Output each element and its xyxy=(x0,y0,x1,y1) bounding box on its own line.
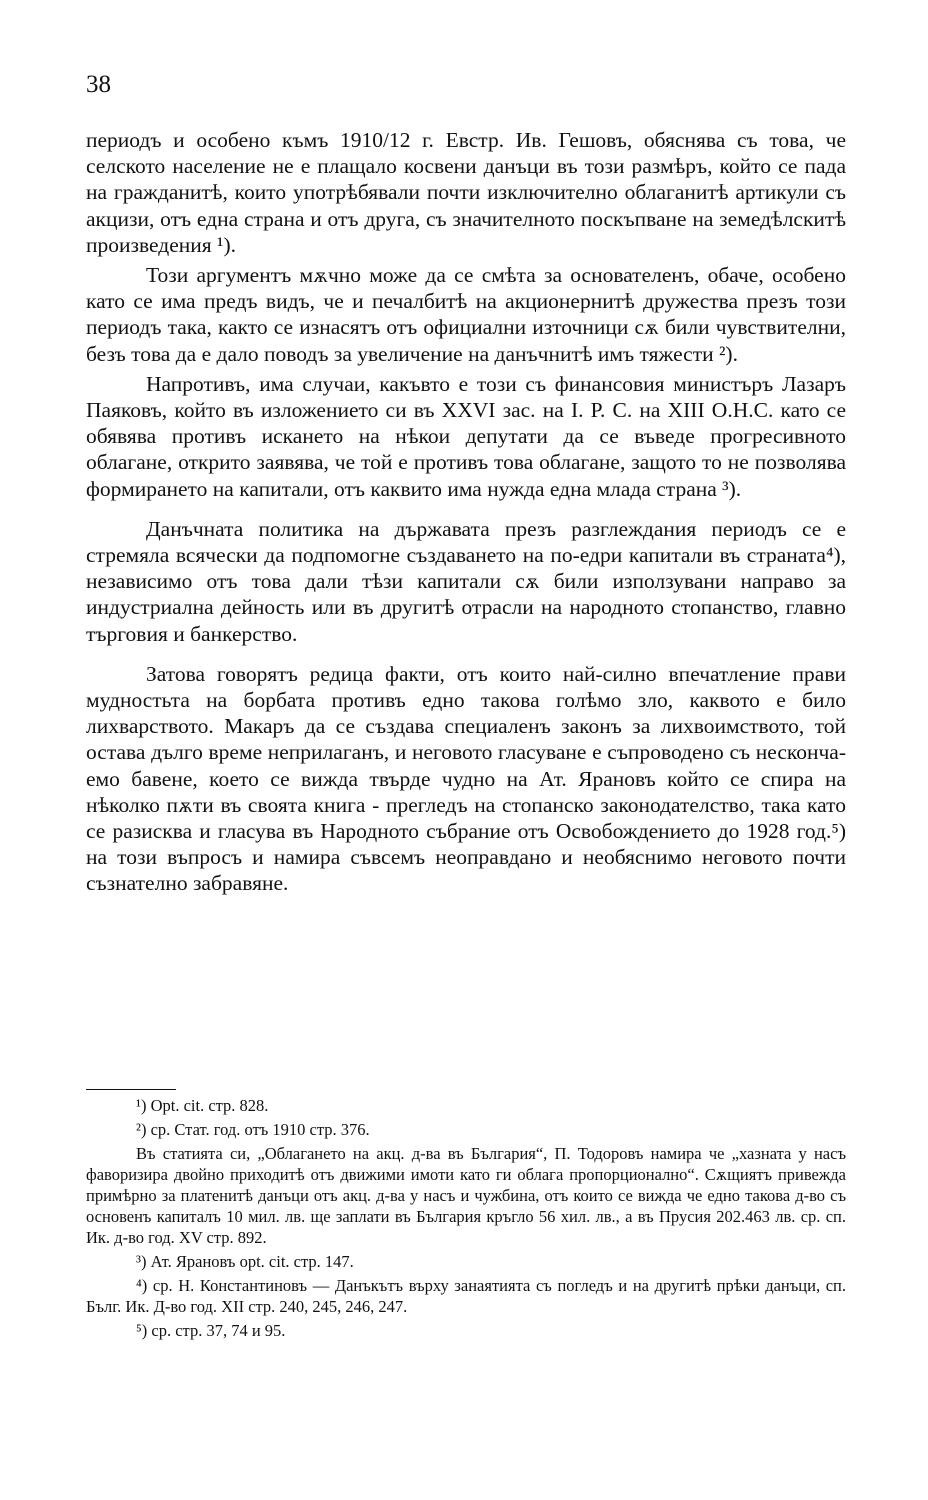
footnote-1 xyxy=(86,1095,846,1116)
footnote-text: ) Ат. Ярановъ opt. cit. стр. 147. xyxy=(140,1252,354,1271)
footnote-4 xyxy=(86,1275,846,1317)
footnote-text: ) ср. Стат. год. отъ 1910 стр. 376. xyxy=(140,1120,370,1139)
paragraph-4: Данъчната политика на държавата презъ разглеждания периодъ се е стремяла всячески да подпомогне създаването на по-едри капитали въ страната⁴), независимо отъ това дали тѣзи капитали сѫ били използувани направо за индустриална дейность или въ другитѣ отрасли на народното стопанство, главно търговия и банкерство. xyxy=(86,516,846,646)
footnote-mark: ¹ xyxy=(136,1096,141,1115)
paragraph-1: периодъ и особено къмъ 1910/12 г. Евстр. Ив. Гешовъ, обяснява съ това, че селското население не е плащало косвени данъци въ този размѣръ, който се пада на гражданитѣ, които употрѣбявали почти изключително облаганитѣ артикули съ акцизи, отъ една страна и отъ друга, съ значителното поскъпване на земедѣлскитѣ произведения ¹). xyxy=(86,128,846,257)
footnotes xyxy=(86,1095,846,1341)
footnote-3 xyxy=(86,1251,846,1272)
footnote-text: ) Opt. cit. стр. 828. xyxy=(140,1096,269,1115)
footnote-mark: ⁴ xyxy=(136,1276,142,1295)
footnote-text: ) ср. стр. 37, 74 и 95. xyxy=(141,1321,286,1340)
footnote-5 xyxy=(86,1320,846,1341)
footnote-divider xyxy=(86,1089,176,1090)
footnote-2-continuation xyxy=(86,1143,846,1248)
footnote-2 xyxy=(86,1119,846,1140)
paragraph-5: Затова говорятъ редица факти, отъ които най-силно впечатление прави мудностьта на борбата противъ едно такова голѣмо зло, каквото е било лихварството. Макаръ да се създава специаленъ законъ за лихвоимството, той остава дълго време неприлаганъ, и неговото гласуване е съпроводено съ нескончаемо бавене, което се вижда твърде чудно на Ат. Ярановъ който се спира на нѣколко пѫти въ своята книга - прегледъ на стопанско законодателство, така като се разисква и гласува въ Народното събрание отъ Освобождението до 1928 год.⁵) на този въпросъ и намира съвсемъ неоправдано и необяснимо неговото почти съзнателно забравяне. xyxy=(86,661,846,896)
paragraph-3: Напротивъ, има случаи, какъвто е този съ финансовия министъръ Лазаръ Паяковъ, който въ изложението си въ XXVI зас. на I. Р. С. на XIII О.Н.С. като се обявява противъ искането на нѣкои депутати да се въведе прогресивното облагане, открито заявява, че той е противъ това облагане, защото то не позволява формирането на капитали, отъ каквито има нужда една млада страна ³). xyxy=(86,371,846,501)
paragraph-2: Този аргументъ мѫчно може да се смѣта за основателенъ, обаче, особено като се има предъ видъ, че и печалбитѣ на акционернитѣ дружества презъ този периодъ така, както се изнасятъ отъ официални източници сѫ били чувствителни, безъ това да е дало поводъ за увеличение на данъчнитѣ имъ тяжести ²). xyxy=(86,263,846,366)
footnote-text: Въ статията си, „Облагането на акц. д-ва въ България“, П. Тодоровъ намира че „хазната у насъ фаворизира двойно приходитѣ отъ движими имоти като ги облага пропорционално“. Сѫщиятъ привежда примѣрно за платенитѣ данъци отъ акц. д-ва у насъ и чужбина, отъ които се вижда че едно такова д-во съ основенъ капиталъ 10 мил. лв. ще заплати въ България кръгло 56 хил. лв., а въ Прусия 202.463 лв. ср. сп. Ик. д-во год. XV стр. 892. xyxy=(86,1144,846,1247)
footnote-mark: ⁵ xyxy=(136,1321,142,1340)
footnote-text: ) ср. Н. Константиновъ — Данъкътъ върху занаятията съ погледъ и на другитѣ прѣки данъци, сп. Бълг. Ик. Д-во год. XII стр. 240, 245, 246, 247. xyxy=(86,1276,846,1316)
footnote-mark: ² xyxy=(136,1120,141,1139)
body-text xyxy=(86,127,846,897)
page-number: 38 xyxy=(86,71,111,98)
footnote-mark: ³ xyxy=(136,1252,141,1271)
